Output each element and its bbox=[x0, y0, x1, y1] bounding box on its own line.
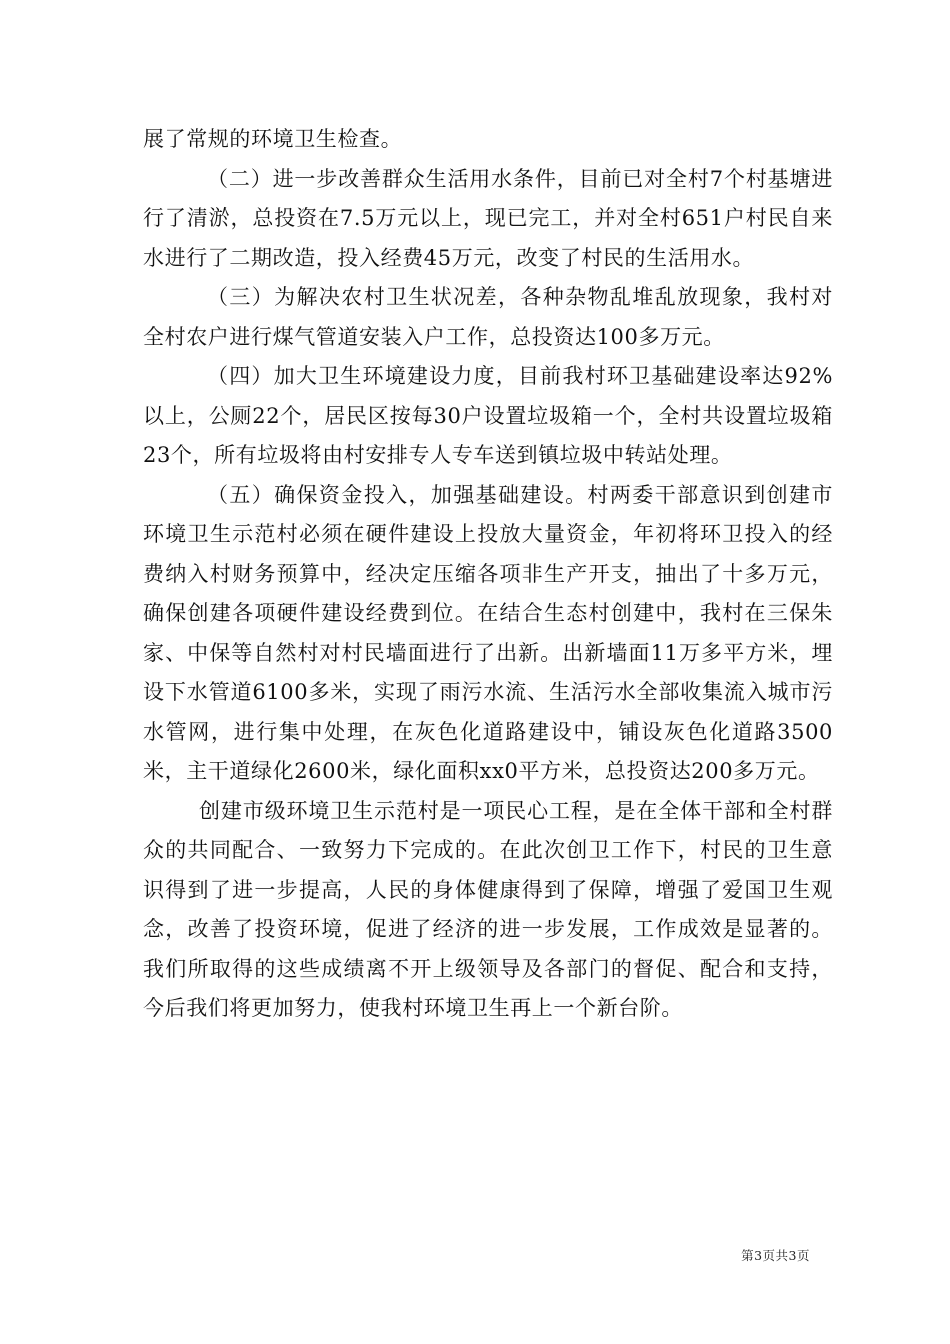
paragraph-conclusion: 创建市级环境卫生示范村是一项民心工程，是在全体干部和全村群众的共同配合、一致努力下完成的。在此次创卫工作下，村民的卫生意识得到了进一步提高，人民的身体健康得到了保障，增强了爱国卫生观念，改善了投资环境，促进了经济的进一步发展，工作成效是显著的。我们所取得的这些成绩离不开上级领导及各部门的督促、配合和支持，今后我们将更加努力，使我村环境卫生再上一个新台阶。 bbox=[143, 798, 833, 1020]
document-body bbox=[143, 120, 833, 1029]
paragraph-section-5: （五）确保资金投入，加强基础建设。村两委干部意识到创建市环境卫生示范村必须在硬件建设上投放大量资金，年初将环卫投入的经费纳入村财务预算中，经决定压缩各项非生产开支，抽出了十多万元，确保创建各项硬件建设经费到位。在结合生态村创建中，我村在三保朱家、中保等自然村对村民墙面进行了出新。出新墙面11万多平方米，埋设下水管道6100多米，实现了雨污水流、生活污水全部收集流入城市污水管网，进行集中处理，在灰色化道路建设中，铺设灰色化道路3500米，主干道绿化2600米，绿化面积xx0平方米，总投资达200多万元。 bbox=[143, 482, 833, 783]
page-number-footer: 第3页共3页 bbox=[741, 1248, 810, 1263]
paragraph-continuation: 展了常规的环境卫生检查。 bbox=[143, 127, 403, 151]
paragraph-section-3: （三）为解决农村卫生状况差，各种杂物乱堆乱放现象，我村对全村农户进行煤气管道安装入户工作，总投资达100多万元。 bbox=[143, 285, 833, 349]
paragraph-section-4: （四）加大卫生环境建设力度，目前我村环卫基础建设率达92%以上，公厕22个，居民区按每30户设置垃圾箱一个，全村共设置垃圾箱23个，所有垃圾将由村安排专人专车送到镇垃圾中转站处理。 bbox=[143, 364, 833, 467]
paragraph-section-2: （二）进一步改善群众生活用水条件，目前已对全村7个村基塘进行了清淤，总投资在7.5万元以上，现已完工，并对全村651户村民自来水进行了二期改造，投入经费45万元，改变了村民的生活用水。 bbox=[143, 166, 833, 270]
